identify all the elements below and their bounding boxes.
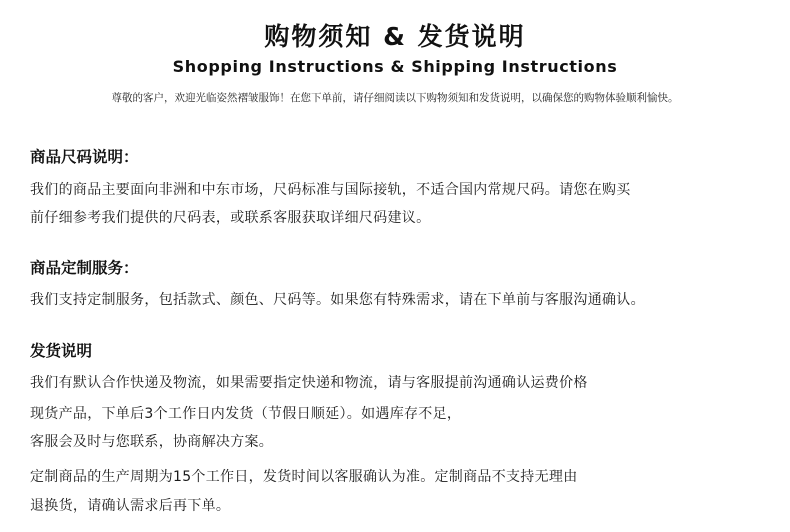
custom-section-heading: 商品定制服务： [30,259,139,277]
size-text-line-1: 我们的商品主要面向非洲和中东市场，尺码标准与国际接轨，不适合国内常规尺码。请您在购买 [30,182,631,198]
shipping-section-heading: 发货说明 [30,342,93,360]
shipping-text-line-3: 客服会及时与您联系，协商解决方案。 [30,434,274,450]
custom-text-line-1: 我们支持定制服务，包括款式、颜色、尺码等。如果您有特殊需求，请在下单前与客服沟通确认。 [30,292,645,308]
shipping-text-line-1: 我们有默认合作快递及物流，如果需要指定快递和物流，请与客服提前沟通确认运费价格 [30,375,588,391]
shipping-text-line-2: 现货产品，下单后3个工作日内发货（节假日顺延）。如遇库存不足， [30,406,462,422]
shipping-text-line-4: 定制商品的生产周期为15个工作日，发货时间以客服确认为准。定制商品不支持无理由 [30,469,578,485]
page-title: 购物须知 & 发货说明 [264,22,526,51]
intro-text: 尊敬的客户，欢迎光临姿然褶皱服饰！在您下单前，请仔细阅读以下购物须知和发货说明，以确保您的购物体验顺利愉快。 [111,92,679,104]
size-section-heading: 商品尺码说明： [30,148,139,166]
size-text-line-2: 前仔细参考我们提供的尺码表，或联系客服获取详细尺码建议。 [30,210,431,226]
shipping-text-line-5: 退换货，请确认需求后再下单。 [30,498,231,514]
page-subtitle: Shopping Instructions & Shipping Instructions [172,57,618,76]
